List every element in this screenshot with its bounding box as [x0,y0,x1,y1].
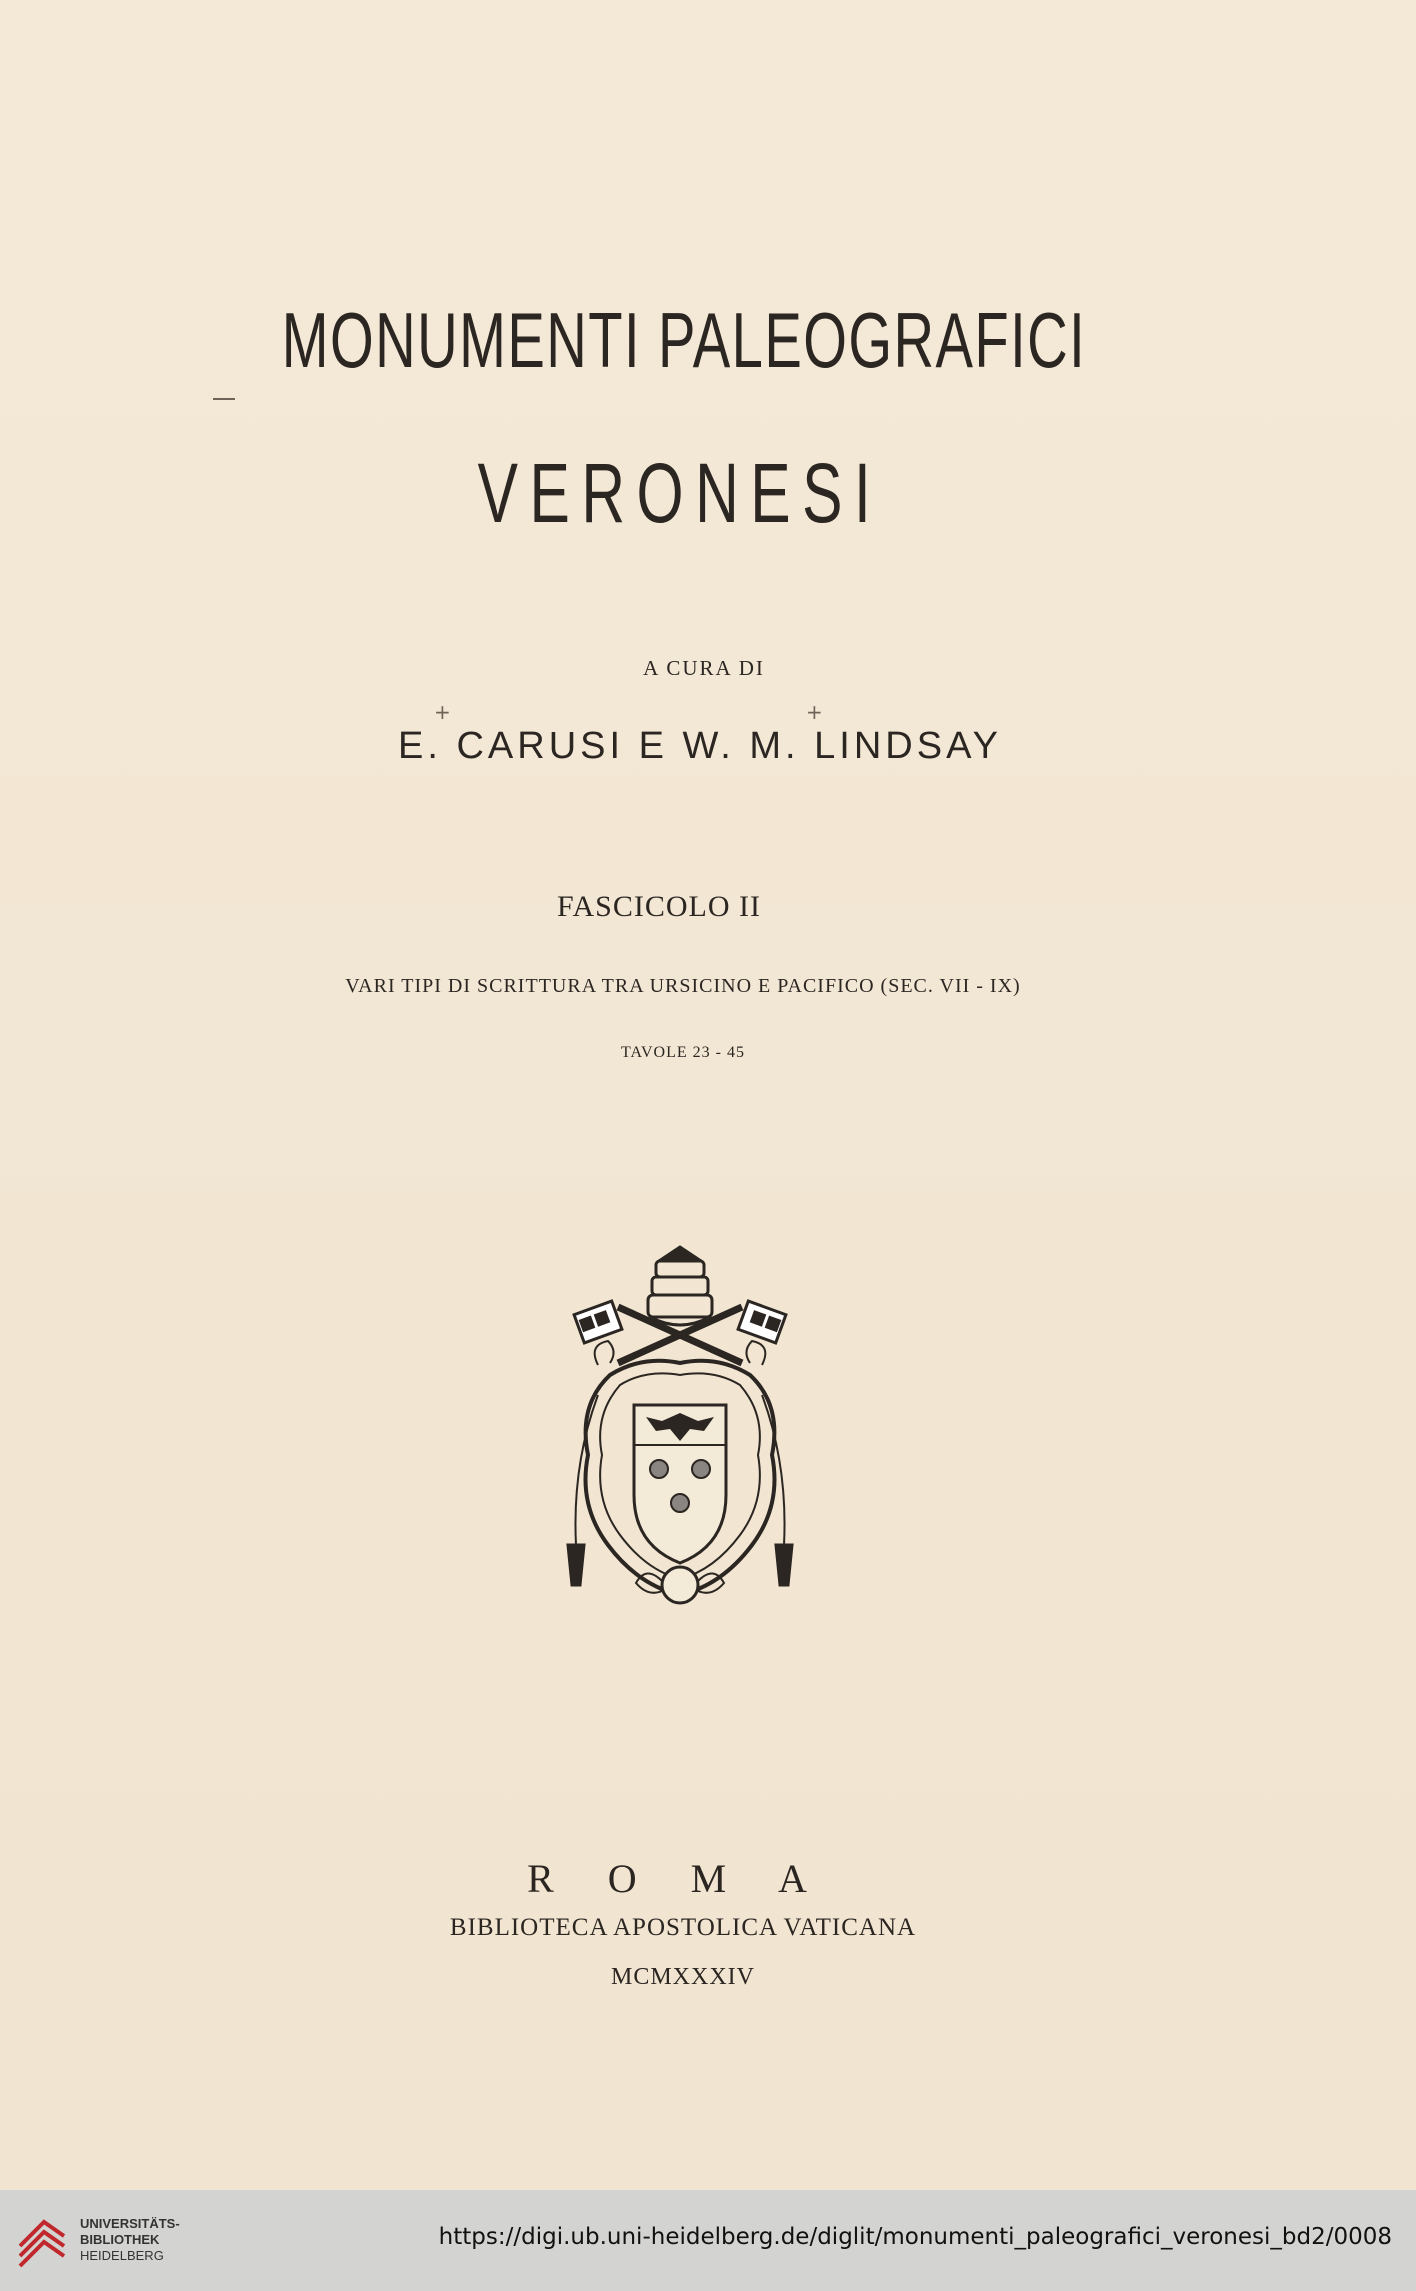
plates-range: TAVOLE 23 - 45 [621,1044,745,1061]
library-name-line-2: BIBLIOTHEK [80,2232,160,2247]
library-name-line-1: UNIVERSITÄTS- [80,2216,180,2231]
imprint-year: MCMXXXIV [610,1964,755,1990]
imprint-city: R O M A [527,1856,829,1901]
title-line-2: VERONESI [477,446,883,540]
author-mark-2: + [806,700,823,724]
ink-mark [213,398,235,400]
papal-coat-of-arms-icon [558,1245,802,1631]
library-name-line-3: HEIDELBERG [80,2248,164,2263]
imprint-publisher: BIBLIOTECA APOSTOLICA VATICANA [449,1914,917,1941]
library-name [80,2216,180,2264]
library-logo-icon [14,2200,70,2280]
digitization-footer [0,2190,1416,2291]
title-line-1: MONUMENTI PALEOGRAFICI [281,296,1087,384]
curated-by-label: A CURA DI [643,656,765,680]
authors: E. CARUSI E W. M. LINDSAY [398,725,1002,767]
subtitle: VARI TIPI DI SCRITTURA TRA URSICINO E PACIFICO (SEC. VII - IX) [345,975,1021,997]
permalink-url[interactable]: https://digi.ub.uni-heidelberg.de/diglit/monumenti_paleografici_veronesi_bd2/0008 [438,2224,1392,2250]
fascicle: FASCICOLO II [557,890,761,923]
author-mark-1: + [434,700,451,724]
